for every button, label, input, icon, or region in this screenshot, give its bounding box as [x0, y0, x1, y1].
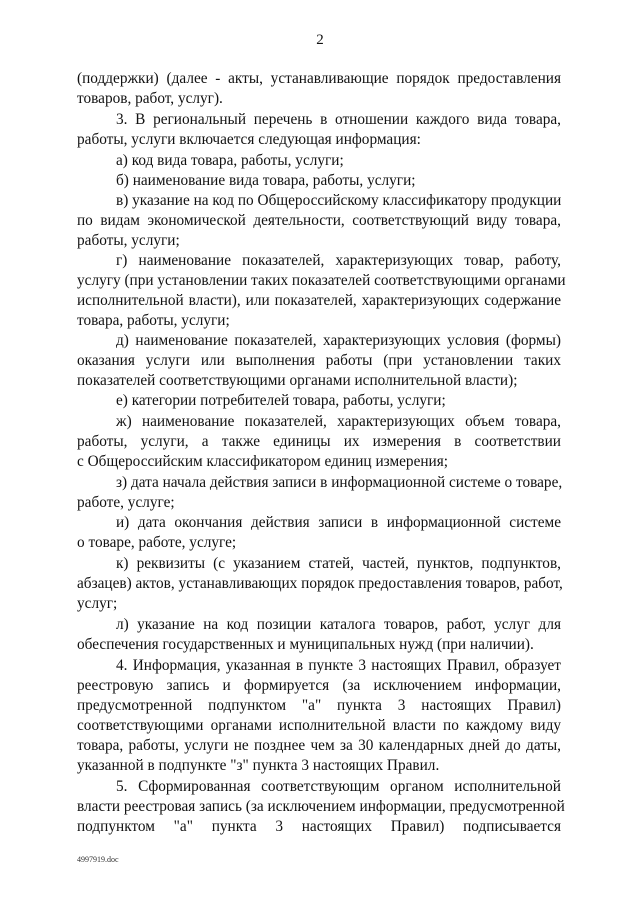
- text-line: л) указание на код позиции каталога товаров, работ, услуг для: [116, 616, 561, 633]
- text-line: указанной в подпункте "з" пункта 3 настоящих Правил.: [77, 757, 440, 774]
- text-line: 4. Информация, указанная в пункте 3 настоящих Правил, образует: [116, 657, 561, 674]
- text-line: товара, работы, услуги не позднее чем за 30 календарных дней до даты,: [77, 737, 561, 754]
- text-line: услуг;: [77, 595, 118, 612]
- text-line: з) дата начала действия записи в информационной системе о товаре,: [116, 474, 563, 491]
- text-line: подпунктом "а" пункта 3 настоящих Правил) подписывается: [77, 818, 561, 835]
- text-line: и) дата окончания действия записи в информационной системе: [116, 514, 561, 531]
- text-line: о товаре, работе, услуге;: [77, 534, 237, 551]
- text-line: е) категории потребителей товара, работы, услуги;: [116, 392, 446, 409]
- text-line: работы, услуги включается следующая информация:: [77, 131, 421, 148]
- text-line: товаров, работ, услуг).: [77, 90, 223, 107]
- text-line: власти реестровая запись (за исключением информации, предусмотренной: [77, 798, 565, 815]
- text-line: с Общероссийским классификатором единиц измерения;: [77, 453, 449, 470]
- text-line: обеспечения государственных и муниципальных нужд (при наличии).: [77, 636, 534, 653]
- page-number: 2: [316, 32, 324, 48]
- text-line: реестровую запись и формируется (за исключением информации,: [77, 677, 561, 694]
- text-line: 3. В региональный перечень в отношении каждого вида товара,: [116, 111, 561, 128]
- text-line: абзацев) актов, устанавливающих порядок предоставления товаров, работ,: [77, 575, 563, 592]
- document-footer: 4997919.doc: [77, 855, 119, 864]
- text-line: к) реквизиты (с указанием статей, частей, пунктов, подпунктов,: [116, 555, 561, 572]
- text-line: б) наименование вида товара, работы, услуги;: [116, 172, 416, 189]
- text-line: оказания услуги или выполнения работы (при установлении таких: [77, 352, 561, 369]
- text-line: показателей соответствующими органами исполнительной власти);: [77, 372, 518, 389]
- text-line: работы, услуги, а также единицы их измерения в соответствии: [77, 433, 561, 450]
- text-line: предусмотренной подпунктом "а" пункта 3 настоящих Правил): [77, 697, 561, 714]
- text-line: ж) наименование показателей, характеризующих объем товара,: [116, 413, 561, 430]
- text-line: соответствующими органами исполнительной власти по каждому виду: [77, 717, 561, 734]
- text-line: а) код вида товара, работы, услуги;: [116, 152, 344, 169]
- text-line: (поддержки) (далее - акты, устанавливающие порядок предоставления: [77, 70, 561, 87]
- text-line: в) указание на код по Общероссийскому классификатору продукции: [116, 192, 562, 209]
- text-line: исполнительной власти), или показателей, характеризующих содержание: [77, 292, 561, 309]
- text-line: г) наименование показателей, характеризующих товар, работу,: [116, 252, 561, 269]
- text-line: д) наименование показателей, характеризующих условия (формы): [116, 332, 561, 349]
- text-line: по видам экономической деятельности, соответствующий виду товара,: [77, 212, 561, 229]
- text-line: услугу (при установлении таких показателей соответствующими органами: [77, 272, 566, 289]
- text-line: 5. Сформированная соответствующим органом исполнительной: [116, 778, 561, 795]
- text-line: работе, услуге;: [77, 494, 175, 511]
- text-line: товара, работы, услуги;: [77, 312, 230, 329]
- text-line: работы, услуги;: [77, 232, 180, 249]
